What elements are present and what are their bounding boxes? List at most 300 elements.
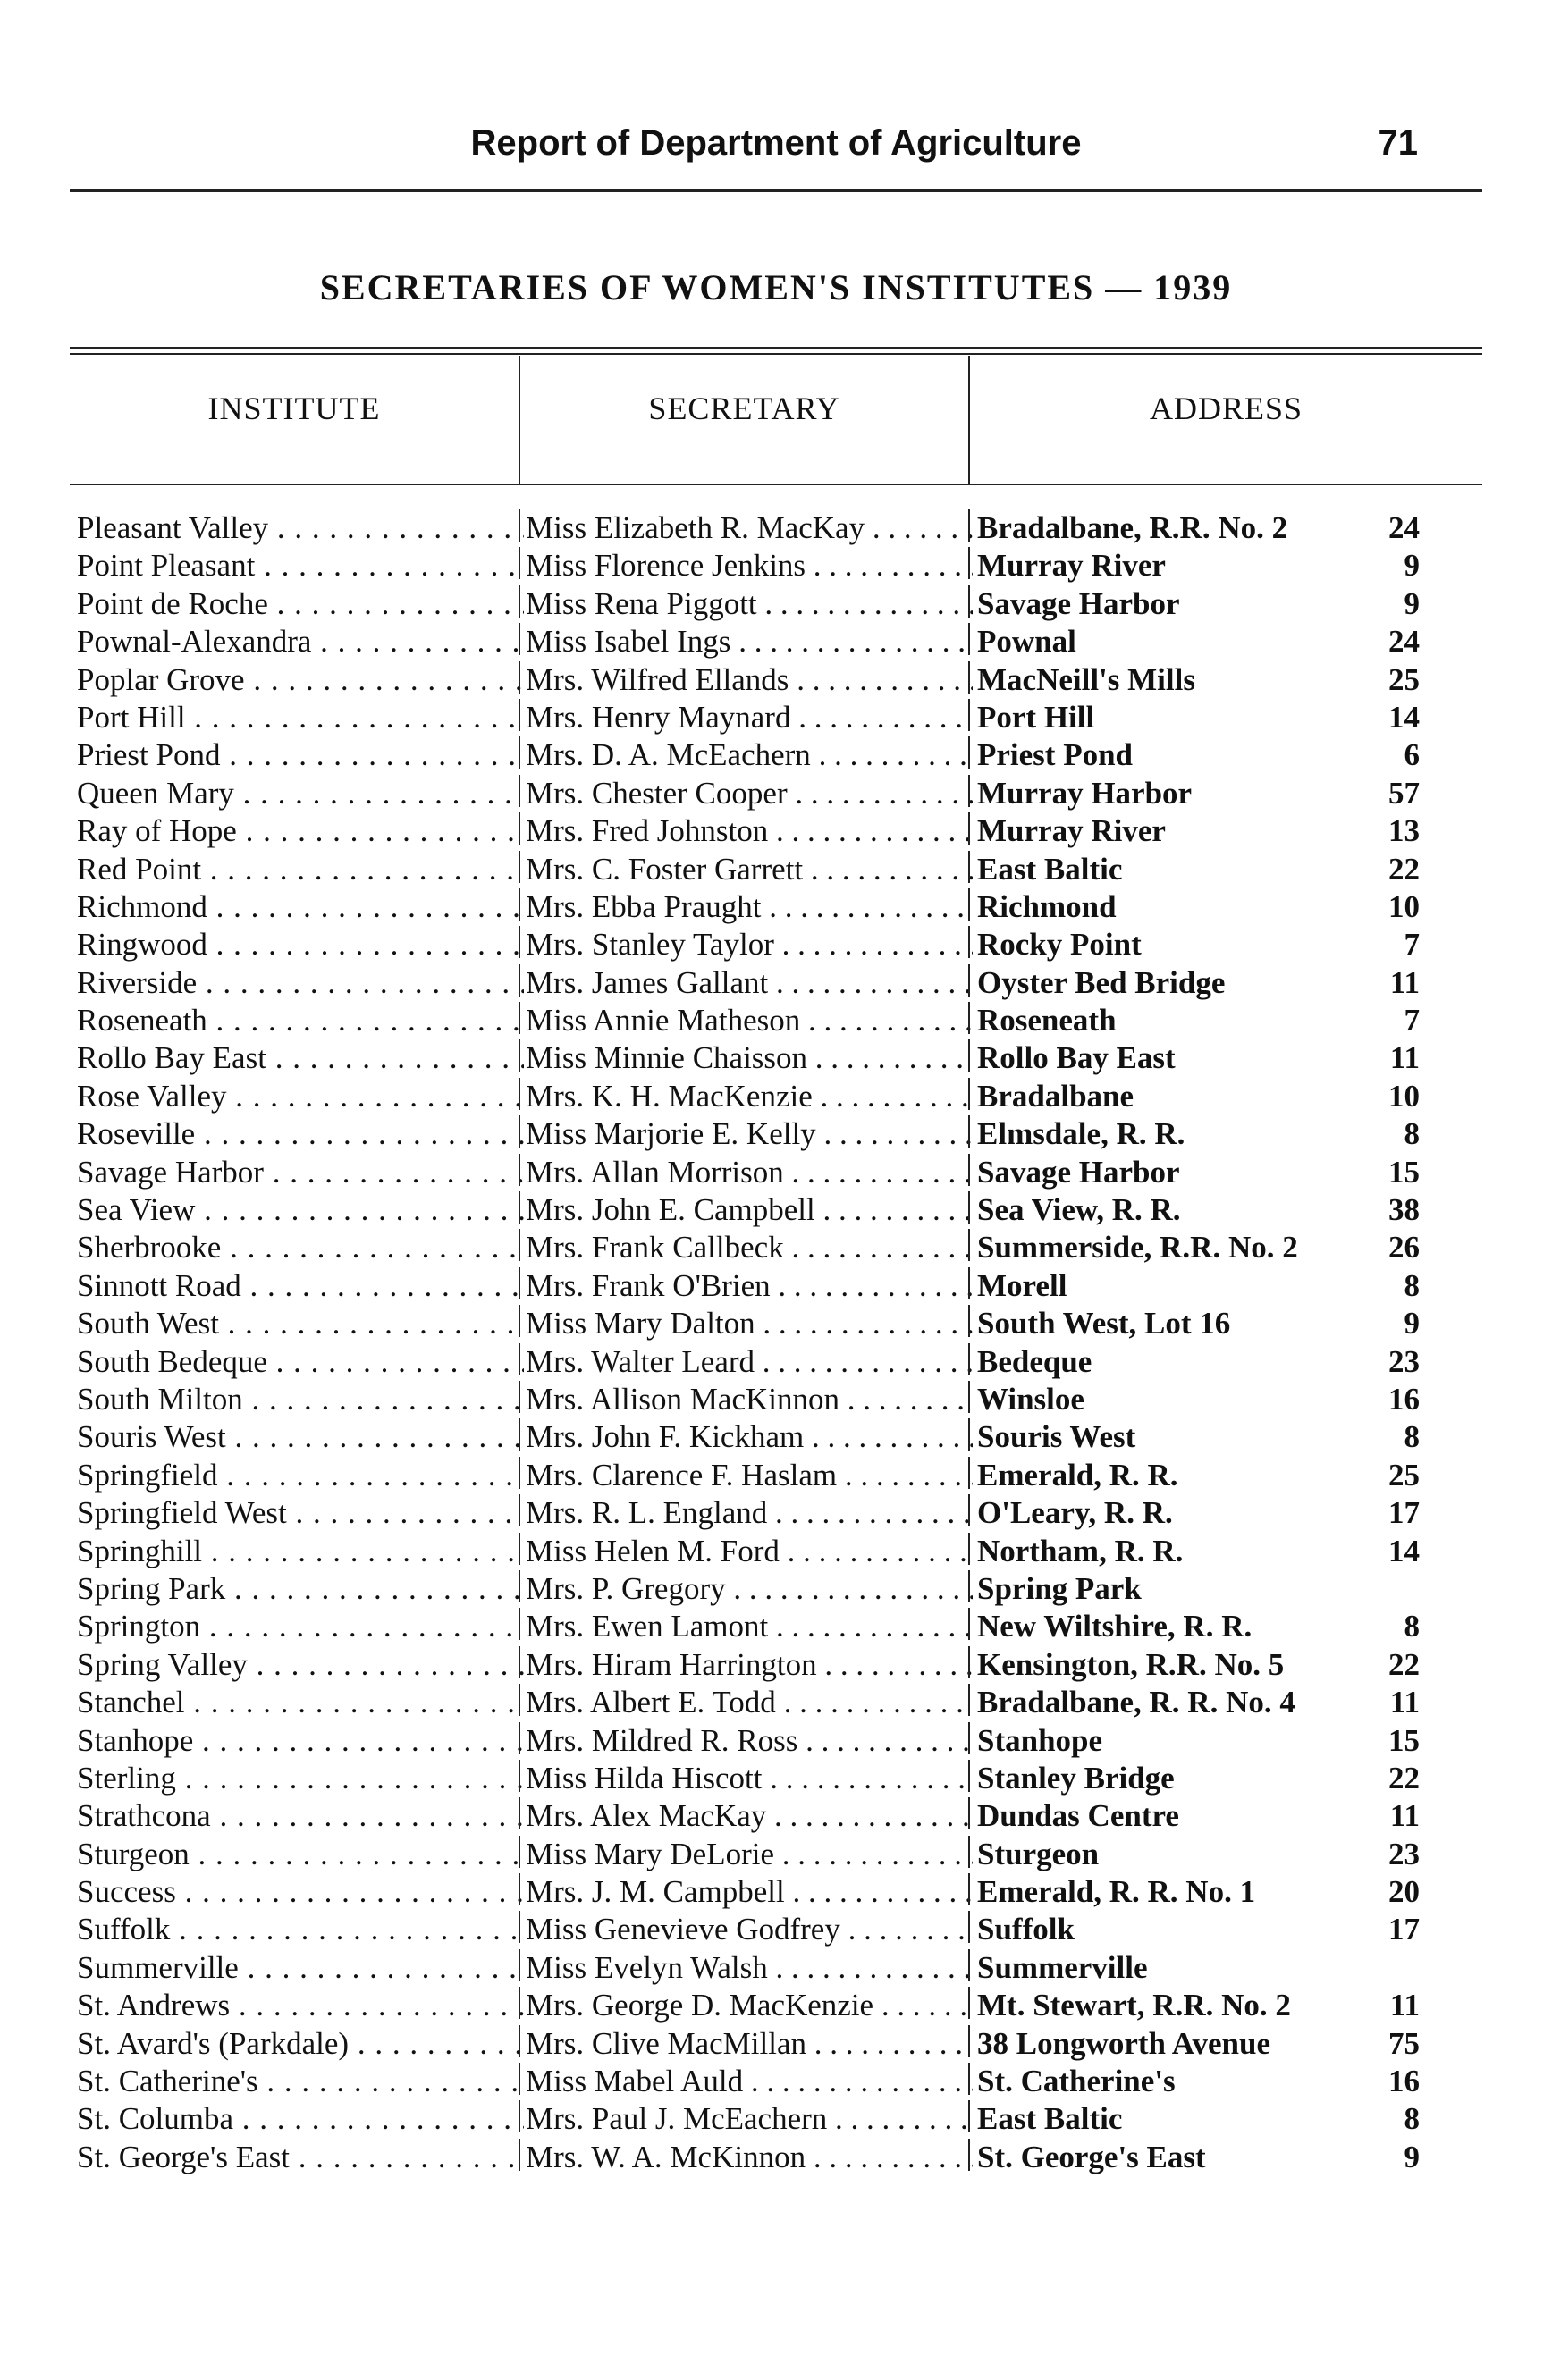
table-top-rule <box>70 347 1482 349</box>
column-separator <box>519 1078 520 1110</box>
column-separator <box>968 812 970 845</box>
address-cell: Sea View, R. R. <box>977 1192 1181 1228</box>
column-separator <box>519 2139 520 2171</box>
address-cell: Savage Harbor <box>977 585 1180 621</box>
institute-cell: Stanhope . . . <box>77 1722 524 1760</box>
table-row <box>0 547 1552 584</box>
number-cell: 8 <box>1404 1609 1420 1644</box>
institute-cell: Pownal-Alexandra . . . <box>77 623 524 660</box>
column-separator <box>519 2100 520 2132</box>
secretary-cell: Miss Isabel Ings . . . <box>526 623 973 660</box>
institute-cell: Rose Valley . . . <box>77 1078 524 1115</box>
table-row <box>0 1154 1552 1191</box>
institute-cell: Point de Roche . . . <box>77 585 524 623</box>
column-separator <box>968 1684 970 1716</box>
column-separator <box>519 1229 520 1261</box>
column-separator <box>968 1760 970 1792</box>
column-separator <box>968 1533 970 1565</box>
column-header-institute: INSTITUTE <box>207 391 381 426</box>
secretary-cell: Mrs. George D. MacKenzie . . . <box>526 1987 973 2024</box>
address-cell: Murray River <box>977 813 1166 849</box>
secretary-cell: Mrs. Ewen Lamont . . . <box>526 1608 973 1645</box>
address-cell: Emerald, R. R. <box>977 1457 1178 1493</box>
column-separator <box>968 1608 970 1640</box>
table-row <box>0 1191 1552 1229</box>
institute-cell: South West . . . <box>77 1305 524 1342</box>
number-cell: 22 <box>1388 851 1420 887</box>
institute-cell: Strathcona . . . <box>77 1797 524 1835</box>
column-separator <box>519 1873 520 1905</box>
secretary-cell: Miss Evelyn Walsh . . . <box>526 1949 973 1987</box>
address-cell: Elmsdale, R. R. <box>977 1116 1185 1152</box>
table-row <box>0 1418 1552 1456</box>
column-header-address: ADDRESS <box>1149 391 1303 426</box>
column-separator <box>519 547 520 579</box>
institute-cell: Ray of Hope . . . <box>77 812 524 850</box>
secretary-cell: Miss Rena Piggott . . . <box>526 585 973 623</box>
page-header <box>0 123 1552 177</box>
secretary-cell: Miss Mary Dalton . . . <box>526 1305 973 1342</box>
institute-cell: Sea View . . . <box>77 1191 524 1229</box>
number-cell: 17 <box>1388 1495 1420 1531</box>
institute-cell: Pleasant Valley . . . <box>77 509 524 547</box>
table-row <box>0 1229 1552 1266</box>
table-row <box>0 1911 1552 1948</box>
institute-cell: Success . . . <box>77 1873 524 1911</box>
column-separator <box>519 1646 520 1678</box>
page-number: 71 <box>1378 123 1418 163</box>
secretary-cell: Mrs. W. A. McKinnon . . . <box>526 2139 973 2176</box>
column-separator <box>968 2139 970 2171</box>
table-row <box>0 1078 1552 1115</box>
institute-cell: Souris West . . . <box>77 1418 524 1456</box>
table-row <box>0 1646 1552 1684</box>
institute-cell: Roseville . . . <box>77 1115 524 1153</box>
number-cell: 11 <box>1389 1685 1420 1720</box>
column-separator <box>968 1343 970 1375</box>
column-separator <box>968 1267 970 1299</box>
secretary-cell: Mrs. Hiram Harrington . . . <box>526 1646 973 1684</box>
number-cell: 9 <box>1404 2139 1420 2174</box>
secretary-cell: Mrs. Mildred R. Ross . . . <box>526 1722 973 1760</box>
institute-cell: St. Columba . . . <box>77 2100 524 2138</box>
secretary-cell: Miss Helen M. Ford . . . <box>526 1533 973 1570</box>
secretary-cell: Mrs. Frank Callbeck . . . <box>526 1229 973 1266</box>
column-separator <box>519 812 520 845</box>
number-cell: 9 <box>1404 548 1420 584</box>
column-separator <box>968 1191 970 1224</box>
address-cell: Summerside, R.R. No. 2 <box>977 1230 1298 1266</box>
number-cell: 6 <box>1404 737 1420 773</box>
institute-cell: St. Avard's (Parkdale) . . . <box>77 2025 524 2063</box>
column-separator <box>968 2063 970 2095</box>
column-separator <box>968 2025 970 2057</box>
secretary-cell: Mrs. R. L. England . . . <box>526 1494 973 1532</box>
number-cell: 11 <box>1389 1040 1420 1076</box>
address-cell: Spring Park <box>977 1570 1142 1606</box>
column-separator <box>968 1494 970 1526</box>
secretary-cell: Mrs. Frank O'Brien . . . <box>526 1267 973 1305</box>
secretary-cell: Mrs. Alex MacKay . . . <box>526 1797 973 1835</box>
column-separator <box>968 1305 970 1337</box>
address-cell: O'Leary, R. R. <box>977 1495 1173 1531</box>
column-separator <box>968 1570 970 1602</box>
column-separator <box>519 585 520 618</box>
address-cell: Souris West <box>977 1419 1136 1455</box>
column-separator <box>519 964 520 997</box>
address-cell: MacNeill's Mills <box>977 661 1195 697</box>
column-separator <box>968 1949 970 1981</box>
header-rule <box>70 189 1482 192</box>
number-cell: 57 <box>1388 775 1420 811</box>
address-cell: Suffolk <box>977 1912 1075 1947</box>
institute-cell: Port Hill . . . <box>77 699 524 736</box>
table-header-rule <box>70 484 1482 485</box>
institute-cell: South Milton . . . <box>77 1381 524 1418</box>
institute-cell: Roseneath . . . <box>77 1002 524 1039</box>
address-cell: Northam, R. R. <box>977 1533 1184 1568</box>
column-separator <box>519 1267 520 1299</box>
column-separator <box>519 1570 520 1602</box>
number-cell: 16 <box>1388 1381 1420 1417</box>
table-row <box>0 812 1552 850</box>
column-separator <box>519 1154 520 1186</box>
institute-cell: Red Point . . . <box>77 851 524 888</box>
column-separator <box>968 1039 970 1072</box>
institute-cell: South Bedeque . . . <box>77 1343 524 1381</box>
address-cell: Bradalbane, R.R. No. 2 <box>977 510 1288 545</box>
number-cell: 25 <box>1388 1457 1420 1493</box>
address-cell: Rocky Point <box>977 927 1142 963</box>
column-separator <box>519 1115 520 1148</box>
column-separator <box>968 1154 970 1186</box>
address-cell: Priest Pond <box>977 737 1134 773</box>
column-separator <box>519 1191 520 1224</box>
address-cell: 38 Longworth Avenue <box>977 2025 1270 2061</box>
column-separator <box>519 1343 520 1375</box>
running-head: Report of Department of Agriculture <box>470 123 1082 163</box>
number-cell: 9 <box>1404 585 1420 621</box>
secretary-cell: Mrs. Clive MacMillan . . . <box>526 2025 973 2063</box>
table-row <box>0 1608 1552 1645</box>
address-cell: Emerald, R. R. No. 1 <box>977 1874 1256 1910</box>
number-cell: 75 <box>1388 2025 1420 2061</box>
table-row <box>0 1115 1552 1153</box>
column-separator <box>968 1115 970 1148</box>
table-row <box>0 1533 1552 1570</box>
secretary-cell: Mrs. Stanley Taylor . . . <box>526 926 973 963</box>
number-cell: 11 <box>1389 1988 1420 2023</box>
table-row <box>0 2025 1552 2063</box>
column-separator <box>968 1457 970 1489</box>
number-cell: 11 <box>1389 1798 1420 1834</box>
institute-cell: Rollo Bay East . . . <box>77 1039 524 1077</box>
column-separator <box>968 888 970 921</box>
secretary-cell: Mrs. J. M. Campbell . . . <box>526 1873 973 1911</box>
address-cell: Morell <box>977 1267 1067 1303</box>
address-cell: Stanhope <box>977 1722 1103 1758</box>
secretary-cell: Mrs. C. Foster Garrett . . . <box>526 851 973 888</box>
secretary-cell: Miss Florence Jenkins . . . <box>526 547 973 584</box>
table-row <box>0 1039 1552 1077</box>
institute-cell: Sterling . . . <box>77 1760 524 1797</box>
address-cell: Bradalbane, R. R. No. 4 <box>977 1685 1295 1720</box>
secretary-cell: Mrs. Ebba Praught . . . <box>526 888 973 926</box>
column-separator <box>968 1797 970 1829</box>
table-row <box>0 1722 1552 1760</box>
address-cell: Port Hill <box>977 699 1095 735</box>
table-row <box>0 699 1552 736</box>
address-cell: Rollo Bay East <box>977 1040 1176 1076</box>
column-separator <box>519 1722 520 1754</box>
table-row <box>0 2063 1552 2100</box>
column-separator <box>519 1457 520 1489</box>
number-cell: 13 <box>1388 813 1420 849</box>
column-separator <box>968 1418 970 1451</box>
column-separator <box>519 1418 520 1451</box>
institute-cell: Queen Mary . . . <box>77 775 524 812</box>
column-separator <box>519 661 520 694</box>
column-separator <box>519 509 520 542</box>
institute-cell: Sinnott Road . . . <box>77 1267 524 1305</box>
address-cell: Murray Harbor <box>977 775 1193 811</box>
secretary-cell: Miss Marjorie E. Kelly . . . <box>526 1115 973 1153</box>
table-top-rule-2 <box>70 353 1482 355</box>
number-cell: 23 <box>1388 1343 1420 1379</box>
table-row <box>0 1797 1552 1835</box>
number-cell: 8 <box>1404 1116 1420 1152</box>
column-separator <box>519 1305 520 1337</box>
number-cell: 25 <box>1388 661 1420 697</box>
column-separator <box>968 661 970 694</box>
table-row <box>0 1949 1552 1987</box>
address-cell: Roseneath <box>977 1003 1117 1039</box>
secretary-cell: Miss Minnie Chaisson . . . <box>526 1039 973 1077</box>
column-separator <box>968 623 970 655</box>
column-separator <box>519 888 520 921</box>
secretary-cell: Miss Genevieve Godfrey . . . <box>526 1911 973 1948</box>
secretary-cell: Miss Annie Matheson . . . <box>526 1002 973 1039</box>
secretary-cell: Mrs. John F. Kickham . . . <box>526 1418 973 1456</box>
column-separator <box>968 964 970 997</box>
table-row <box>0 888 1552 926</box>
number-cell: 16 <box>1388 2064 1420 2099</box>
column-separator <box>519 699 520 731</box>
column-separator <box>968 1987 970 2019</box>
column-separator <box>968 1722 970 1754</box>
table-row <box>0 1684 1552 1721</box>
address-cell: Bedeque <box>977 1343 1092 1379</box>
address-cell: Pownal <box>977 624 1076 660</box>
address-cell: Kensington, R.R. No. 5 <box>977 1646 1285 1682</box>
address-cell: St. George's East <box>977 2139 1206 2174</box>
table-row <box>0 1760 1552 1797</box>
number-cell: 11 <box>1389 964 1420 1000</box>
secretary-cell: Mrs. Albert E. Todd . . . <box>526 1684 973 1721</box>
number-cell: 38 <box>1388 1192 1420 1228</box>
column-separator <box>519 926 520 958</box>
table-row <box>0 1267 1552 1305</box>
column-separator <box>968 1078 970 1110</box>
address-cell: Savage Harbor <box>977 1154 1180 1190</box>
table-row <box>0 964 1552 1002</box>
column-separator <box>968 699 970 731</box>
secretary-cell: Mrs. Henry Maynard . . . <box>526 699 973 736</box>
column-separator <box>519 1684 520 1716</box>
secretary-cell: Mrs. Chester Cooper . . . <box>526 775 973 812</box>
column-separator <box>519 1760 520 1792</box>
secretary-cell: Mrs. P. Gregory . . . <box>526 1570 973 1608</box>
institute-cell: Sturgeon . . . <box>77 1836 524 1873</box>
number-cell: 15 <box>1388 1154 1420 1190</box>
table-row <box>0 1002 1552 1039</box>
number-cell: 10 <box>1388 888 1420 924</box>
number-cell: 8 <box>1404 2101 1420 2137</box>
address-cell: East Baltic <box>977 2101 1123 2137</box>
table-row <box>0 1987 1552 2024</box>
table-row <box>0 1343 1552 1381</box>
number-cell: 22 <box>1388 1646 1420 1682</box>
table-row <box>0 1305 1552 1342</box>
institute-cell: Springhill . . . <box>77 1533 524 1570</box>
column-separator <box>519 1381 520 1413</box>
secretary-cell: Mrs. James Gallant . . . <box>526 964 973 1002</box>
institute-cell: Stanchel . . . <box>77 1684 524 1721</box>
secretary-cell: Mrs. K. H. MacKenzie . . . <box>526 1078 973 1115</box>
number-cell: 14 <box>1388 699 1420 735</box>
table-body <box>0 509 1552 2176</box>
number-cell: 7 <box>1404 927 1420 963</box>
table-row <box>0 926 1552 963</box>
number-cell: 10 <box>1388 1078 1420 1114</box>
address-cell: New Wiltshire, R. R. <box>977 1609 1253 1644</box>
number-cell: 17 <box>1388 1912 1420 1947</box>
address-cell: South West, Lot 16 <box>977 1306 1231 1341</box>
column-separator <box>519 1987 520 2019</box>
institute-cell: Poplar Grove . . . <box>77 661 524 699</box>
table-row <box>0 661 1552 699</box>
table-row <box>0 851 1552 888</box>
column-separator <box>968 926 970 958</box>
column-separator <box>519 1494 520 1526</box>
address-cell: Oyster Bed Bridge <box>977 964 1226 1000</box>
secretary-cell: Mrs. John E. Campbell . . . <box>526 1191 973 1229</box>
column-separator <box>519 1797 520 1829</box>
table-row <box>0 1457 1552 1494</box>
number-cell: 7 <box>1404 1003 1420 1039</box>
column-separator <box>519 623 520 655</box>
page-title: SECRETARIES OF WOMEN'S INSTITUTES — 1939 <box>319 267 1233 307</box>
number-cell: 15 <box>1388 1722 1420 1758</box>
column-separator <box>968 736 970 769</box>
address-cell: St. Catherine's <box>977 2064 1176 2099</box>
table-row <box>0 585 1552 623</box>
column-separator <box>519 851 520 883</box>
column-separator <box>519 1836 520 1868</box>
table-row <box>0 2139 1552 2176</box>
number-cell: 26 <box>1388 1230 1420 1266</box>
column-separator <box>519 1002 520 1034</box>
secretary-cell: Mrs. Allison MacKinnon . . . <box>526 1381 973 1418</box>
address-cell: Sturgeon <box>977 1836 1100 1871</box>
institute-cell: Ringwood . . . <box>77 926 524 963</box>
table-row <box>0 775 1552 812</box>
column-separator <box>968 1229 970 1261</box>
secretary-cell: Miss Mary DeLorie . . . <box>526 1836 973 1873</box>
address-cell: Summerville <box>977 1949 1148 1985</box>
column-separator <box>519 736 520 769</box>
institute-cell: Spring Park . . . <box>77 1570 524 1608</box>
table-row <box>0 1873 1552 1911</box>
number-cell: 23 <box>1388 1836 1420 1871</box>
secretary-cell: Miss Hilda Hiscott . . . <box>526 1760 973 1797</box>
number-cell: 22 <box>1388 1760 1420 1796</box>
secretary-cell: Mrs. Clarence F. Haslam . . . <box>526 1457 973 1494</box>
column-separator <box>519 1608 520 1640</box>
column-header-secretary: SECRETARY <box>648 391 840 426</box>
address-cell: Dundas Centre <box>977 1798 1179 1834</box>
column-separator <box>968 1873 970 1905</box>
column-separator <box>968 1646 970 1678</box>
column-separator <box>968 1836 970 1868</box>
column-separator <box>519 775 520 807</box>
column-separator <box>968 2100 970 2132</box>
institute-cell: Spring Valley . . . <box>77 1646 524 1684</box>
table-row <box>0 1494 1552 1532</box>
column-separator <box>519 2025 520 2057</box>
institute-cell: Savage Harbor . . . <box>77 1154 524 1191</box>
number-cell: 8 <box>1404 1419 1420 1455</box>
address-cell: East Baltic <box>977 851 1123 887</box>
institute-cell: Priest Pond . . . <box>77 736 524 774</box>
number-cell: 24 <box>1388 510 1420 545</box>
column-separator <box>519 2063 520 2095</box>
institute-cell: Suffolk . . . <box>77 1911 524 1948</box>
secretary-cell: Miss Elizabeth R. MacKay . . . <box>526 509 973 547</box>
institute-cell: Point Pleasant . . . <box>77 547 524 584</box>
secretary-cell: Mrs. Paul J. McEachern . . . <box>526 2100 973 2138</box>
secretary-cell: Mrs. D. A. McEachern . . . <box>526 736 973 774</box>
column-separator <box>968 775 970 807</box>
column-separator <box>968 1911 970 1943</box>
number-cell: 9 <box>1404 1306 1420 1341</box>
column-separator <box>519 1911 520 1943</box>
institute-cell: Summerville . . . <box>77 1949 524 1987</box>
institute-cell: Riverside . . . <box>77 964 524 1002</box>
column-separator <box>968 547 970 579</box>
secretary-cell: Miss Mabel Auld . . . <box>526 2063 973 2100</box>
address-cell: Richmond <box>977 888 1117 924</box>
institute-cell: St. Catherine's . . . <box>77 2063 524 2100</box>
number-cell: 14 <box>1388 1533 1420 1568</box>
institute-cell: Springfield West . . . <box>77 1494 524 1532</box>
column-separator <box>519 1039 520 1072</box>
institute-cell: Sherbrooke . . . <box>77 1229 524 1266</box>
address-cell: Murray River <box>977 548 1166 584</box>
number-cell: 20 <box>1388 1874 1420 1910</box>
institute-cell: St. George's East . . . <box>77 2139 524 2176</box>
institute-cell: Springfield . . . <box>77 1457 524 1494</box>
column-separator <box>968 1002 970 1034</box>
column-separator <box>968 585 970 618</box>
table-row <box>0 1381 1552 1418</box>
secretary-cell: Mrs. Wilfred Ellands . . . <box>526 661 973 699</box>
secretary-cell: Mrs. Walter Leard . . . <box>526 1343 973 1381</box>
table-row <box>0 1836 1552 1873</box>
table-row <box>0 2100 1552 2138</box>
secretary-cell: Mrs. Allan Morrison . . . <box>526 1154 973 1191</box>
column-separator <box>519 1533 520 1565</box>
